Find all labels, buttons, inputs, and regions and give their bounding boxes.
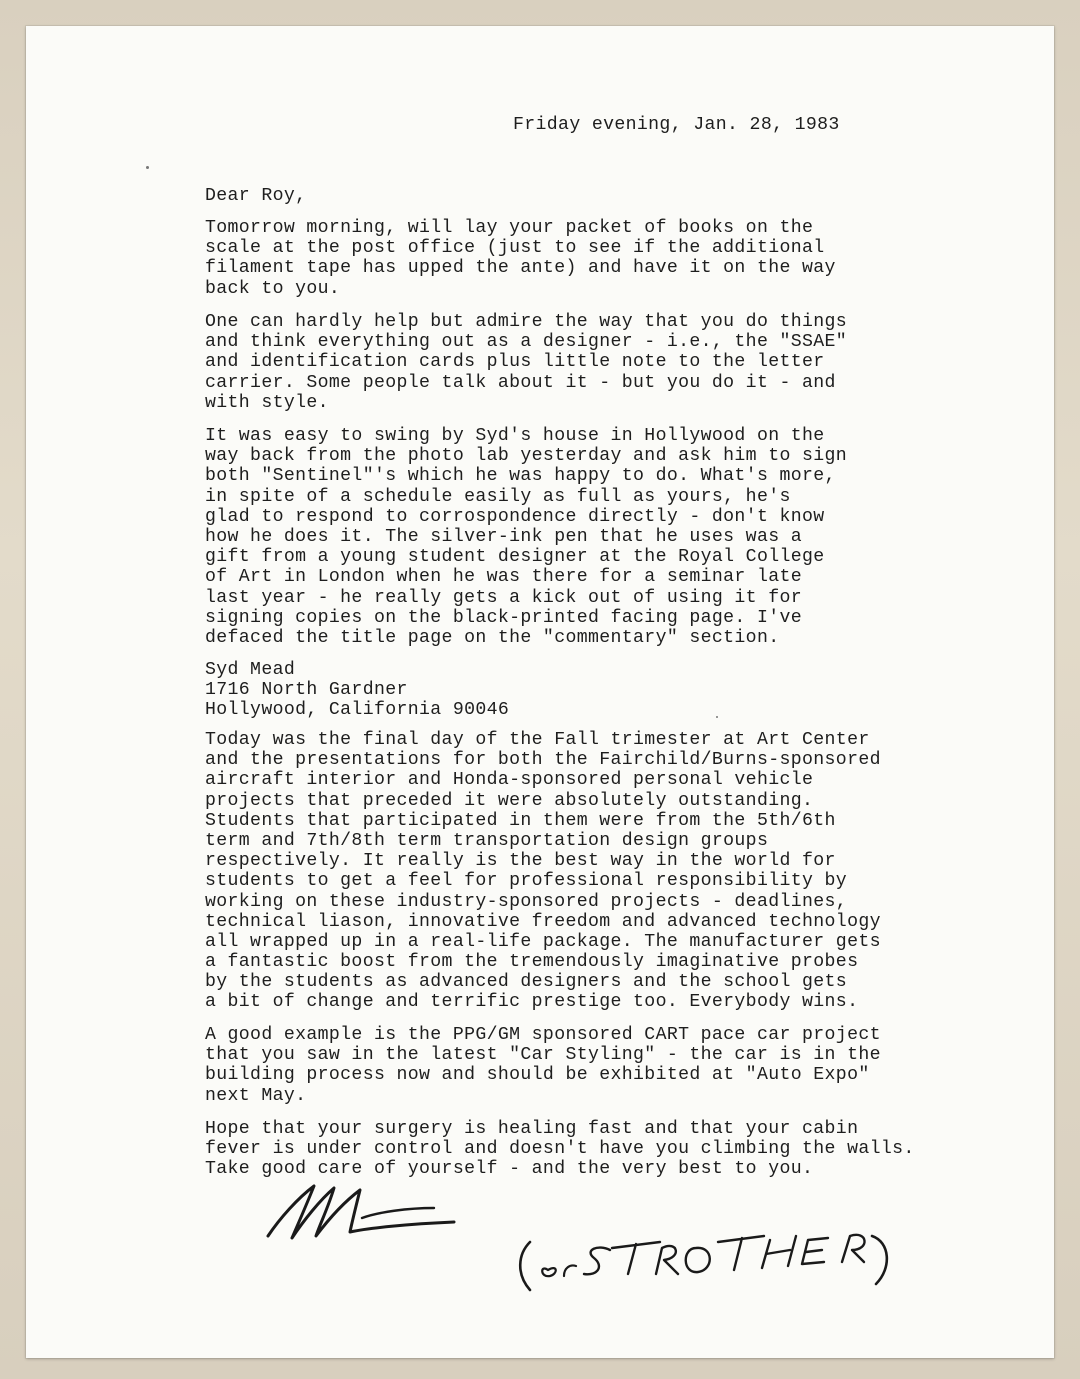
text-line: Students that participated in them were from the 5th/6th <box>205 810 836 831</box>
text-line: It was easy to swing by Syd's house in Hollywood on the <box>205 426 825 446</box>
text-line: way back from the photo lab yesterday and ask him to sign <box>205 446 848 467</box>
text-line: building process now and should be exhibited at "Auto Expo" <box>205 1065 870 1086</box>
paragraph-6 <box>205 1119 915 1180</box>
paragraph-2 <box>205 312 847 413</box>
text-line: Take good care of yourself - and the very best to you. <box>205 1159 814 1180</box>
paper-speck <box>146 166 149 169</box>
text-line: both "Sentinel"'s which he was happy to do. What's more, <box>205 466 836 487</box>
text-line: A good example is the PPG/GM sponsored CART pace car project <box>205 1025 881 1045</box>
text-line: One can hardly help but admire the way that you do things <box>205 312 848 332</box>
paper-speck <box>716 716 718 718</box>
text-line: aircraft interior and Honda-sponsored personal vehicle <box>205 770 814 791</box>
text-line: in spite of a schedule easily as full as yours, he's <box>205 486 791 507</box>
text-line: projects that preceded it were absolutely outstanding. <box>205 790 814 811</box>
text-line: with style. <box>205 392 329 413</box>
text-line: and think everything out as a designer - i.e., the "SSAE" <box>205 332 848 353</box>
text-line: Syd Mead <box>205 660 296 680</box>
paragraph-1 <box>205 218 836 299</box>
handwritten-signature <box>258 1178 938 1298</box>
text-line: a bit of change and terrific prestige too. Everybody wins. <box>205 992 859 1013</box>
text-line: students to get a feel for professional responsibility by <box>205 871 848 892</box>
text-line: defaced the title page on the "commentary" section. <box>205 627 780 648</box>
text-line: and the presentations for both the Fairchild/Burns-sponsored <box>205 750 881 771</box>
text-line: respectively. It really is the best way in the world for <box>205 851 836 872</box>
text-line: and identification cards plus little note to the letter <box>205 352 825 373</box>
signature-initials <box>268 1186 454 1238</box>
address-block <box>205 660 509 721</box>
text-line: scale at the post office (just to see if the additional <box>205 238 825 259</box>
text-line: that you saw in the latest "Car Styling" - the car is in the <box>205 1045 881 1066</box>
text-line: glad to respond to corrospondence directly - don't know <box>205 506 825 527</box>
text-line: 1716 North Gardner <box>205 680 408 701</box>
paragraph-5 <box>205 1025 881 1106</box>
paragraph-4 <box>205 730 881 1013</box>
text-line: of Art in London when he was there for a seminar late <box>205 567 803 588</box>
text-line: how he does it. The silver-ink pen that he uses was a <box>205 526 803 547</box>
text-line: fever is under control and doesn't have you climbing the walls. <box>205 1139 915 1160</box>
signature-note <box>520 1242 530 1290</box>
text-line: working on these industry-sponsored projects - deadlines, <box>205 891 848 912</box>
text-line: Tomorrow morning, will lay your packet of books on the <box>205 218 814 238</box>
text-line: Hope that your surgery is healing fast and that your cabin <box>205 1119 859 1139</box>
text-line: back to you. <box>205 278 341 299</box>
text-line: signing copies on the black-printed facing page. I've <box>205 607 803 628</box>
letter-salutation: Dear Roy, <box>205 186 307 206</box>
text-line: Hollywood, California 90046 <box>205 700 510 721</box>
text-line: all wrapped up in a real-life package. The manufacturer gets <box>205 931 881 952</box>
text-line: by the students as advanced designers and the school gets <box>205 972 848 993</box>
letter-date: Friday evening, Jan. 28, 1983 <box>513 115 840 135</box>
text-line: term and 7th/8th term transportation design groups <box>205 830 769 851</box>
text-line: a fantastic boost from the tremendously imaginative probes <box>205 952 859 973</box>
text-line: gift from a young student designer at the Royal College <box>205 547 825 568</box>
text-line: Today was the final day of the Fall trimester at Art Center <box>205 730 870 750</box>
text-line: next May. <box>205 1085 307 1106</box>
paragraph-3 <box>205 426 847 648</box>
text-line: carrier. Some people talk about it - but you do it - and <box>205 372 836 393</box>
text-line: last year - he really gets a kick out of using it for <box>205 587 803 608</box>
text-line: technical liason, innovative freedom and advanced technology <box>205 911 881 932</box>
text-line: filament tape has upped the ante) and have it on the way <box>205 258 836 279</box>
